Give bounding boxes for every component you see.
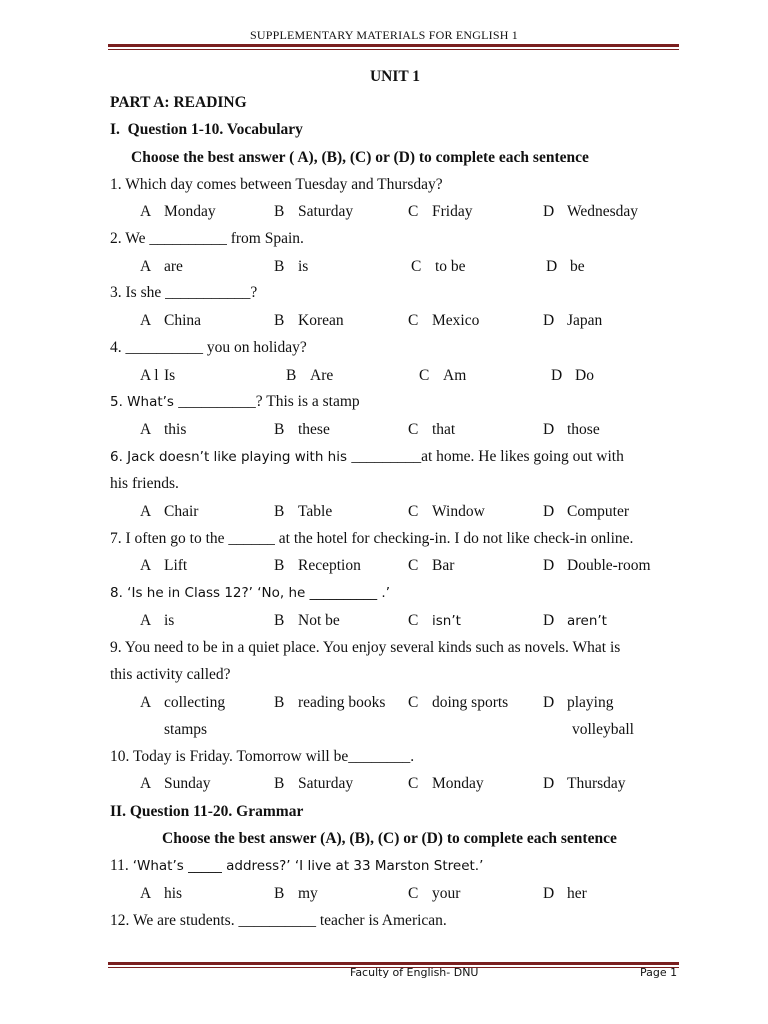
q11-option-a[interactable]: A his xyxy=(140,885,183,902)
q6-option-d[interactable]: D Computer xyxy=(543,503,629,520)
question-7: 7. I often go to the ______ at the hotel for checking-in. I do not like check-in online. xyxy=(110,530,634,547)
q5-option-a[interactable]: A this xyxy=(140,421,187,438)
q4-option-d[interactable]: D Do xyxy=(551,367,594,384)
question-2: 2. We __________ from Spain. xyxy=(110,230,304,247)
q1-option-b[interactable]: B Saturday xyxy=(274,203,354,220)
q4-option-c[interactable]: C Am xyxy=(419,367,467,384)
q7-option-b[interactable]: B Reception xyxy=(274,557,361,574)
q6-option-a[interactable]: A Chair xyxy=(140,503,199,520)
q9-option-a-continued: stamps xyxy=(164,721,208,738)
q1-option-c[interactable]: C Friday xyxy=(408,203,473,220)
question-6: 6. Jack doesn’t like playing with his _________at home. He likes going out with xyxy=(110,448,624,465)
q8-option-c[interactable]: C isn’t xyxy=(408,612,461,629)
section2-instruction: Choose the best answer (A), (B), (C) or (D) to complete each sentence xyxy=(162,830,617,847)
q10-option-d[interactable]: D Thursday xyxy=(543,775,626,792)
q10-option-b[interactable]: B Saturday xyxy=(274,775,354,792)
q5-option-b[interactable]: B these xyxy=(274,421,330,438)
question-4: 4. __________ you on holiday? xyxy=(110,339,307,356)
section2-title xyxy=(110,803,303,821)
q2-option-a[interactable]: A are xyxy=(140,258,183,275)
q10-option-a[interactable]: A Sunday xyxy=(140,775,211,792)
q7-option-c[interactable]: C Bar xyxy=(408,557,455,574)
section1-title xyxy=(110,121,303,139)
q2-option-d[interactable]: D be xyxy=(546,258,585,275)
unit-title: UNIT 1 xyxy=(369,68,421,85)
section2-numeral: II xyxy=(110,803,123,820)
q7-option-d[interactable]: D Double-room xyxy=(543,557,651,574)
q11-option-d[interactable]: D her xyxy=(543,885,587,902)
q10-option-c[interactable]: C Monday xyxy=(408,775,484,792)
q8-option-b[interactable]: B Not be xyxy=(274,612,340,629)
header-rule xyxy=(108,44,679,50)
page-number: Page 1 xyxy=(640,966,678,979)
section1-instruction: Choose the best answer ( A), (B), (C) or (D) to complete each sentence xyxy=(131,149,589,166)
q3-option-b[interactable]: B Korean xyxy=(274,312,344,329)
q6-option-c[interactable]: C Window xyxy=(408,503,485,520)
q5-option-d[interactable]: D those xyxy=(543,421,600,438)
footer-text: Faculty of English- DNU xyxy=(350,966,479,979)
q1-option-a[interactable]: A Monday xyxy=(140,203,216,220)
section1-numeral: I. xyxy=(110,121,120,138)
part-title: PART A: READING xyxy=(110,94,247,111)
q3-option-c[interactable]: C Mexico xyxy=(408,312,480,329)
question-9-continued: this activity called? xyxy=(110,666,231,683)
q5-option-c[interactable]: C that xyxy=(408,421,456,438)
q7-option-a[interactable]: A Lift xyxy=(140,557,188,574)
q4-option-a[interactable]: A l Is xyxy=(140,367,176,384)
q3-option-d[interactable]: D Japan xyxy=(543,312,603,329)
header-title: SUPPLEMENTARY MATERIALS FOR ENGLISH 1 xyxy=(249,28,519,42)
q2-option-b[interactable]: B is xyxy=(274,258,309,275)
q11-option-b[interactable]: B my xyxy=(274,885,318,902)
question-8: 8. ‘Is he in Class 12?’ ‘No, he __________ .’ xyxy=(110,585,391,601)
q9-option-d-continued: volleyball xyxy=(572,721,634,738)
question-5: 5. What’s __________? This is a stamp xyxy=(110,393,360,410)
q9-option-c[interactable]: C doing sports xyxy=(408,694,509,711)
q6-option-b[interactable]: B Table xyxy=(274,503,333,520)
q8-option-a[interactable]: A is xyxy=(140,612,175,629)
question-6-continued: his friends. xyxy=(110,475,179,492)
question-11: 11. ‘What’s _____ address?’ ‘I live at 33 Marston Street.’ xyxy=(110,857,484,874)
question-12: 12. We are students. __________ teacher is American. xyxy=(110,912,447,929)
section1-label: Question 1-10. Vocabulary xyxy=(127,121,303,138)
q4-option-b[interactable]: B Are xyxy=(286,367,334,384)
question-10: 10. Today is Friday. Tomorrow will be________. xyxy=(110,748,415,765)
q1-option-d[interactable]: D Wednesday xyxy=(543,203,639,220)
q8-option-d[interactable]: D aren’t xyxy=(543,612,607,629)
q2-option-c[interactable]: C to be xyxy=(411,258,466,275)
section2-label: . Question 11-20. Grammar xyxy=(122,803,304,820)
q11-option-c[interactable]: C your xyxy=(408,885,461,902)
q9-option-a[interactable]: A collecting xyxy=(140,694,226,711)
q9-option-b[interactable]: B reading books xyxy=(274,694,386,711)
question-1: 1. Which day comes between Tuesday and Thursday? xyxy=(110,176,443,193)
question-3: 3. Is she ___________? xyxy=(110,284,258,301)
question-9: 9. You need to be in a quiet place. You enjoy several kinds such as novels. What is xyxy=(110,639,621,656)
q3-option-a[interactable]: A China xyxy=(140,312,202,329)
q9-option-d[interactable]: D playing xyxy=(543,694,614,711)
